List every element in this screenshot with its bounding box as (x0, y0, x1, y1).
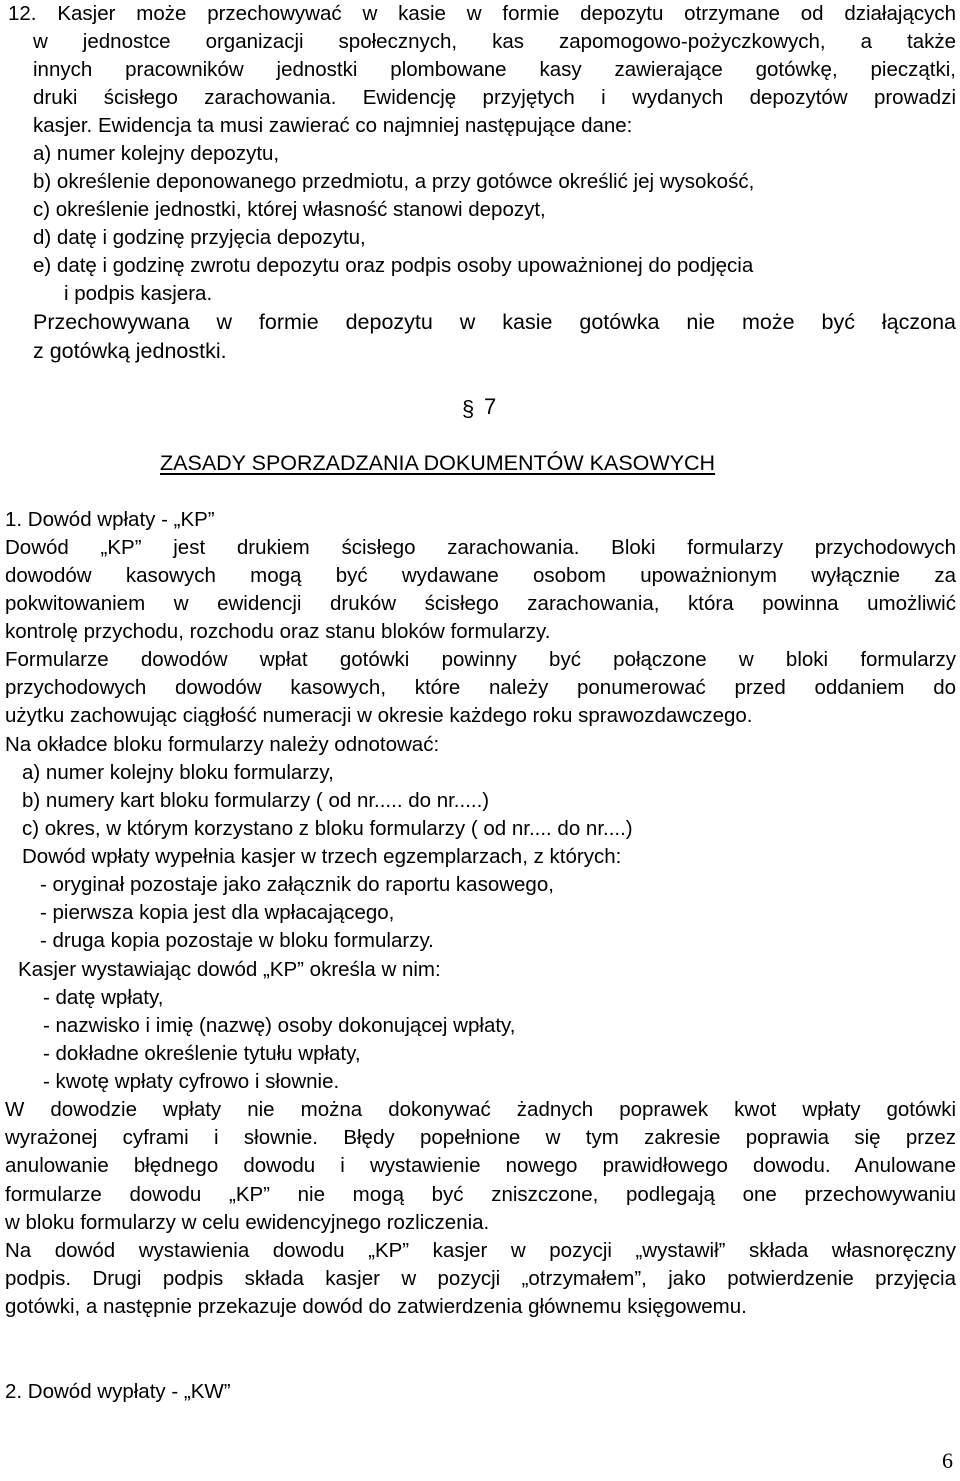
item12-closing-line-2: z gotówką jednostki. (33, 339, 227, 363)
deposit-list-item: c) określenie jednostki, której własność stanowi depozyt, (33, 198, 546, 221)
deposit-list-item: a) numer kolejny depozytu, (33, 142, 280, 165)
kp-p1-line: Dowód „KP” jest drukiem ścisłego zarachowania. Bloki formularzy przychodowych (5, 536, 956, 559)
copies-list-item: - druga kopia pozostaje w bloku formularzy. (40, 929, 434, 952)
deposit-list-item: b) określenie deponowanego przedmiotu, a przy gotówce określić jej wysokość, (33, 170, 755, 193)
kp-p2-line: przychodowych dowodów kasowych, które należy ponumerować przed oddaniem do (5, 676, 956, 699)
deposit-list-item: i podpis kasjera. (64, 282, 213, 305)
item12-closing-line-1: Przechowywana w formie depozytu w kasie gotówka nie może być łączona (33, 310, 956, 334)
cover-list-item: b) numery kart bloku formularzy ( od nr..... do nr.....) (22, 789, 490, 812)
kw-heading: 2. Dowód wypłaty - „KW” (5, 1380, 231, 1403)
page-number: 6 (942, 1448, 953, 1473)
kp-p3-line: wyrażonej cyframi i słownie. Błędy popełnione w tym zakresie poprawia się przez (5, 1126, 956, 1149)
section-number: 7 (484, 394, 497, 419)
fields-list-item: - kwotę wpłaty cyfrowo i słownie. (43, 1070, 340, 1093)
kp-p3-line: anulowanie błędnego dowodu i wystawienie nowego prawidłowego dowodu. Anulowane (5, 1154, 956, 1177)
kp-p3-line: w bloku formularzy w celu ewidencyjnego rozliczenia. (5, 1211, 490, 1234)
kp-p2-line: Formularze dowodów wpłat gotówki powinny być połączone w bloki formularzy (5, 648, 956, 671)
cover-intro: Na okładce bloku formularzy należy odnotować: (5, 733, 440, 756)
kp-p4-line: Na dowód wystawienia dowodu „KP” kasjer w pozycji „wystawił” składa własnoręczny (5, 1239, 956, 1262)
cover-list-item: c) okres, w którym korzystano z bloku formularzy ( od nr.... do nr....) (22, 817, 633, 840)
kp-p4-line: podpis. Drugi podpis składa kasjer w pozycji „otrzymałem”, jako potwierdzenie przyjęcia (5, 1267, 956, 1290)
fields-list-item: - datę wpłaty, (43, 986, 164, 1009)
deposit-list-item: e) datę i godzinę zwrotu depozytu oraz podpis osoby upoważnionej do podjęcia (33, 254, 754, 277)
item12-line-5: kasjer. Ewidencja ta musi zawierać co najmniej następujące dane: (33, 114, 633, 137)
kp-p1-line: dowodów kasowych mogą być wydawane osobom upoważnionym wyłącznie za (5, 564, 956, 587)
fields-list-item: - nazwisko i imię (nazwę) osoby dokonującej wpłaty, (43, 1014, 516, 1037)
kp-p4-line: gotówki, a następnie przekazuje dowód do zatwierdzenia głównemu księgowemu. (5, 1295, 747, 1318)
item12-line-3: innych pracowników jednostki plombowane kasy zawierające gotówkę, pieczątki, (33, 58, 956, 81)
item12-line-1: 12. Kasjer może przechowywać w kasie w formie depozytu otrzymane od działających (8, 2, 956, 25)
cover-list-item: a) numer kolejny bloku formularzy, (22, 761, 334, 784)
item12-line-4: druki ścisłego zarachowania. Ewidencję przyjętych i wydanych depozytów prowadzi (33, 86, 956, 109)
fields-list-item: - dokładne określenie tytułu wpłaty, (43, 1042, 361, 1065)
copies-list-item: - oryginał pozostaje jako załącznik do raportu kasowego, (40, 873, 554, 896)
kp-p3-line: formularze dowodu „KP” nie mogą być zniszczone, podlegają one przechowywaniu (5, 1183, 956, 1206)
copies-list-item: - pierwsza kopia jest dla wpłacającego, (40, 901, 395, 924)
kp-p1-line: pokwitowaniem w ewidencji druków ścisłego zarachowania, która powinna umożliwić (5, 592, 956, 615)
fields-intro: Kasjer wystawiając dowód „KP” określa w nim: (18, 958, 441, 981)
kp-p2-line: użytku zachowując ciągłość numeracji w okresie każdego roku sprawozdawczego. (5, 704, 753, 727)
section-title: ZASADY SPORZADZANIA DOKUMENTÓW KASOWYCH (160, 451, 716, 475)
kp-p3-line: W dowodzie wpłaty nie można dokonywać żadnych poprawek kwot wpłaty gotówki (5, 1098, 956, 1121)
section-symbol: § (462, 396, 475, 421)
deposit-list-item: d) datę i godzinę przyjęcia depozytu, (33, 226, 366, 249)
copies-intro: Dowód wpłaty wypełnia kasjer w trzech egzemplarzach, z których: (22, 845, 622, 868)
item12-line-2: w jednostce organizacji społecznych, kas zapomogowo-pożyczkowych, a także (33, 30, 956, 53)
kp-heading: 1. Dowód wpłaty - „KP” (5, 508, 215, 531)
kp-p1-line: kontrolę przychodu, rozchodu oraz stanu bloków formularzy. (5, 620, 551, 643)
